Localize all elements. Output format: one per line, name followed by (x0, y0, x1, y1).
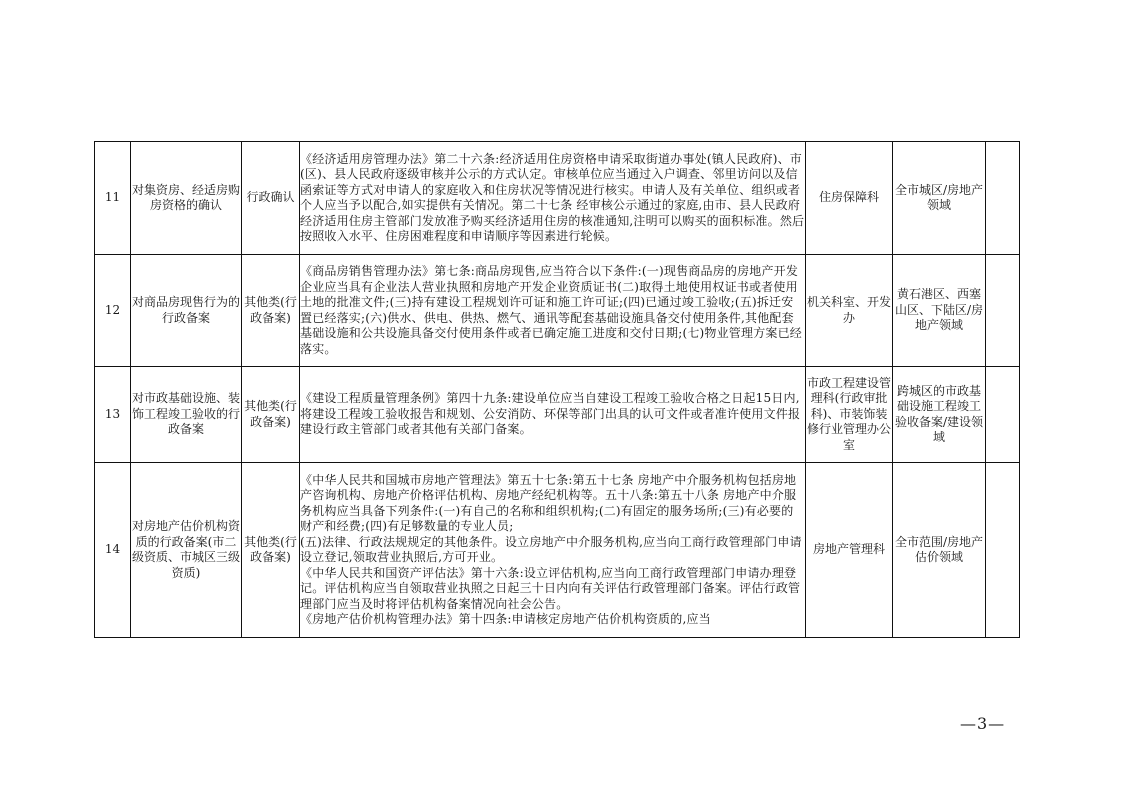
legal-basis-paragraph: 《房地产估价机构管理办法》第十四条:申请核定房地产估价机构资质的,应当 (300, 612, 711, 626)
item-type: 其他类(行政备案) (242, 255, 300, 367)
legal-basis-paragraph: (五)法律、行政法规规定的其他条件。设立房地产中介服务机构,应当向工商行政管理部门申请设立登记,领取营业执照后,方可开业。 (300, 534, 802, 564)
item-name: 对市政基础设施、装饰工程竣工验收的行政备案 (131, 367, 242, 463)
row-number: 13 (95, 367, 131, 463)
scope-field: 跨城区的市政基础设施工程竣工验收备案/建设领域 (893, 367, 986, 463)
responsible-department: 机关科室、开发办 (806, 255, 893, 367)
legal-basis-paragraph: 《建设工程质量管理条例》第四十九条:建设单位应当自建设工程竣工验收合格之日起15日内,将建设工程竣工验收报告和规划、公安消防、环保等部门出具的认可文件或者准许使用文件报建设行政主管部门或者其他有关部门备案。 (300, 391, 801, 437)
row-number: 11 (95, 142, 131, 255)
item-type: 行政确认 (242, 142, 300, 255)
legal-basis (300, 255, 806, 367)
row-number: 14 (95, 463, 131, 638)
item-name: 对集资房、经适房购房资格的确认 (131, 142, 242, 255)
permission-table (94, 141, 1020, 638)
legal-basis (300, 463, 806, 638)
remarks-cell (986, 463, 1020, 638)
row-number: 12 (95, 255, 131, 367)
remarks-cell (986, 367, 1020, 463)
responsible-department: 房地产管理科 (806, 463, 893, 638)
table-row (95, 463, 1020, 638)
legal-basis (300, 142, 806, 255)
responsible-department: 住房保障科 (806, 142, 893, 255)
legal-basis-paragraph: 《商品房销售管理办法》第七条:商品房现售,应当符合以下条件:(一)现售商品房的房地产开发企业应当具有企业法人营业执照和房地产开发企业资质证书(二)取得土地使用权证书或者使用土地的批准文件;(三)持有建设工程规划许可证和施工许可证;(四)已通过竣工验收;(五)拆迁安置已经落实;(六)供水、供电、供热、燃气、通讯等配套基础设施具备交付使用条件,其他配套基础设施和公共设施具备交付使用条件或者已确定施工进度和交付日期;(七)物业管理方案已经落实。 (300, 264, 803, 356)
remarks-cell (986, 142, 1020, 255)
legal-basis-paragraph: 《中华人民共和国资产评估法》第十六条:设立评估机构,应当向工商行政管理部门申请办理登记。评估机构应当自领取营业执照之日起三十日内向有关评估行政管理部门备案。评估行政管理部门应当及时将评估机构备案情况向社会公告。 (300, 565, 801, 611)
item-type: 其他类(行政备案) (242, 463, 300, 638)
scope-field: 全市城区/房地产领域 (893, 142, 986, 255)
item-type: 其他类(行政备案) (242, 367, 300, 463)
scope-field: 黄石港区、西塞山区、下陆区/房地产领域 (893, 255, 986, 367)
scope-field: 全市范围/房地产估价领域 (893, 463, 986, 638)
item-name: 对房地产估价机构资质的行政备案(市二级资质、市城区三级资质) (131, 463, 242, 638)
table-row (95, 255, 1020, 367)
legal-basis-paragraph: 《中华人民共和国城市房地产管理法》第五十七条:第五十七条 房地产中介服务机构包括房地产咨询机构、房地产价格评估机构、房地产经纪机构等。五十八条:第五十八条 房地产中介服务机构应当具备下列条件:(一)有自己的名称和组织机构;(二)有固定的服务场所;(三)有必要的财产和经费;(四)有足够数量的专业人员; (300, 472, 797, 533)
legal-basis (300, 367, 806, 463)
responsible-department: 市政工程建设管理科(行政审批科)、市装饰装修行业管理办公室 (806, 367, 893, 463)
page-number: —3— (960, 714, 1006, 733)
item-name: 对商品房现售行为的行政备案 (131, 255, 242, 367)
table-row (95, 142, 1020, 255)
remarks-cell (986, 255, 1020, 367)
legal-basis-paragraph: 《经济适用房管理办法》第二十六条:经济适用住房资格申请采取街道办事处(镇人民政府)、市(区)、县人民政府逐级审核并公示的方式认定。审核单位应当通过入户调查、邻里访问以及信函索证等方式对申请人的家庭收入和住房状况等情况进行核实。申请人及有关单位、组织或者个人应当予以配合,如实提供有关情况。第二十七条 经审核公示通过的家庭,由市、县人民政府经济适用住房主管部门发放准予购买经济适用住房的核准通知,注明可以购买的面积标准。然后按照收入水平、住房困难程度和申请顺序等因素进行轮候。 (300, 151, 805, 243)
table-row (95, 367, 1020, 463)
